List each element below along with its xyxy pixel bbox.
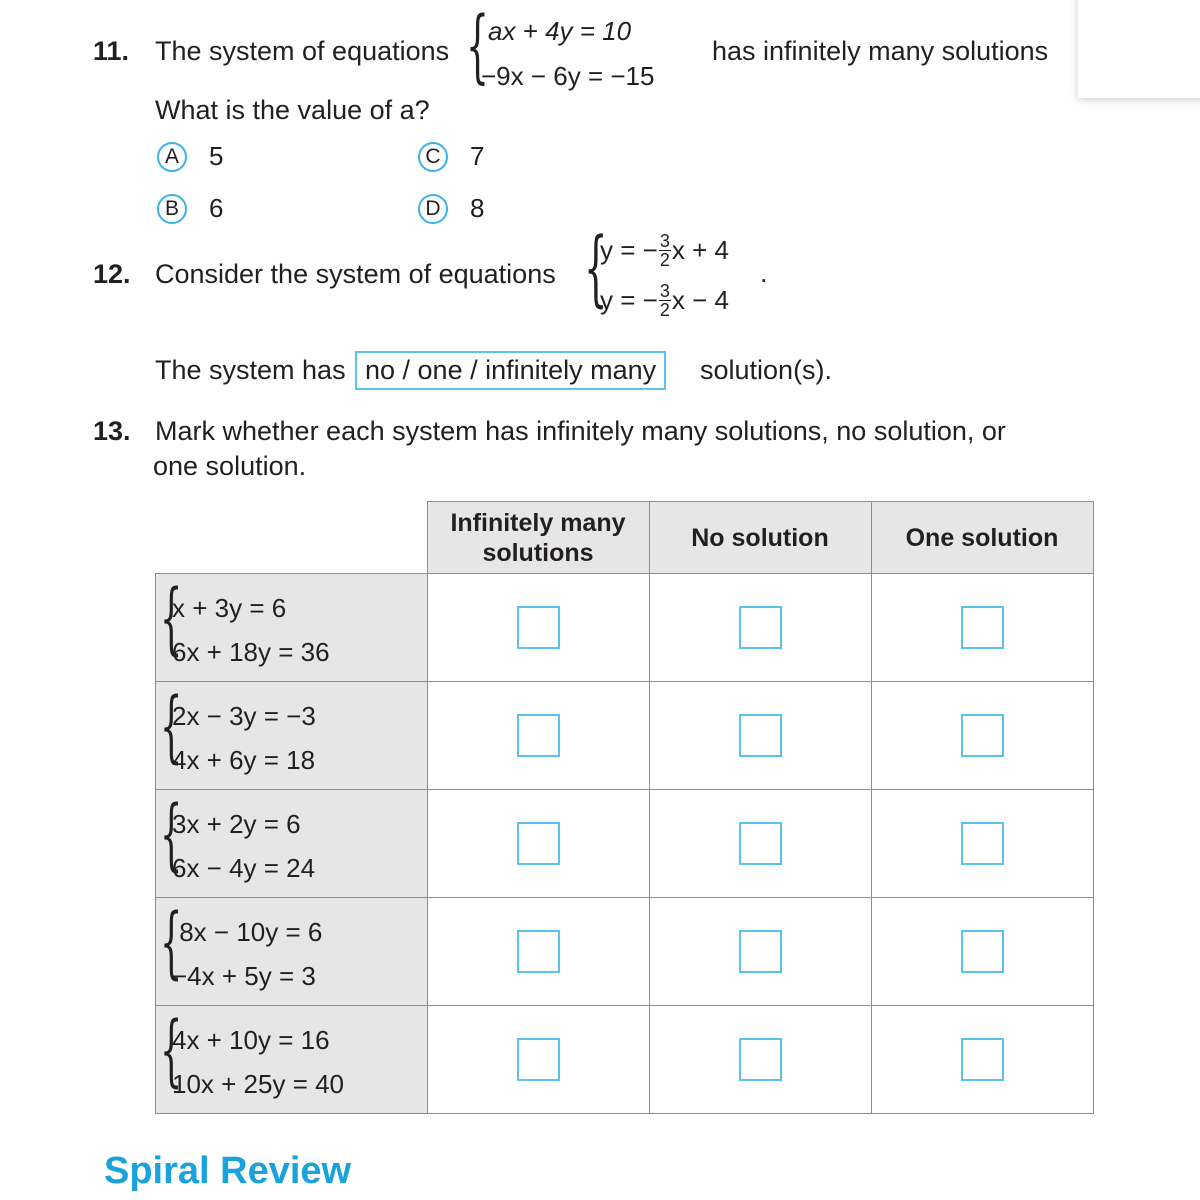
col-header-infinitely-many-line-2: solutions (482, 538, 594, 567)
checkbox-no-solution[interactable] (739, 1038, 782, 1081)
option-c-value: 7 (470, 141, 485, 171)
cell-infinitely-many (427, 898, 649, 1006)
checkbox-one-solution[interactable] (961, 1038, 1004, 1081)
checkbox-one-solution[interactable] (961, 930, 1004, 973)
q11-option-c[interactable] (418, 141, 484, 172)
cell-no-solution (649, 682, 871, 790)
cell-no-solution (649, 1006, 871, 1114)
q12-eq1-right: x + 4 (671, 234, 729, 265)
checkbox-infinitely-many[interactable] (517, 1038, 560, 1081)
q12-eq2-right: x − 4 (671, 284, 729, 315)
cell-infinitely-many (427, 574, 649, 682)
q12-eq2-numerator: 3 (659, 280, 670, 301)
system-eq-1: 8x − 10y = 6 (172, 917, 323, 947)
option-a-value: 5 (209, 141, 224, 171)
cell-no-solution (649, 898, 871, 1006)
system-eq-1: 4x + 10y = 16 (172, 1025, 330, 1055)
q11-equation-1: ax + 4y = 10 (488, 16, 632, 46)
table-row (156, 682, 1094, 790)
col-header-no-solution: No solution (649, 502, 871, 574)
table-row (156, 790, 1094, 898)
q11-brace: { (466, 0, 489, 92)
option-d-value: 8 (470, 193, 485, 223)
system-cell (156, 574, 428, 682)
q13-prompt-line-2: one solution. (153, 451, 307, 481)
cell-infinitely-many (427, 682, 649, 790)
spiral-review-heading: Spiral Review (104, 1150, 352, 1192)
q12-stem-before: The system has (155, 355, 346, 385)
system-eq-2: −4x + 5y = 3 (172, 961, 316, 991)
q12-equation-2 (600, 278, 729, 322)
checkbox-no-solution[interactable] (739, 606, 782, 649)
q11-option-b[interactable] (157, 193, 223, 224)
system-eq-2: 10x + 25y = 40 (172, 1069, 345, 1099)
table-row (156, 574, 1094, 682)
table-row (156, 898, 1094, 1006)
system-cell (156, 682, 428, 790)
q11-equation-2: −9x − 6y = −15 (481, 61, 655, 91)
cell-one-solution (871, 790, 1093, 898)
cell-one-solution (871, 682, 1093, 790)
q12-eq2-fraction (659, 282, 671, 319)
system-eq-1: 2x − 3y = −3 (172, 701, 316, 731)
option-d-circle[interactable]: D (418, 194, 448, 224)
checkbox-one-solution[interactable] (961, 606, 1004, 649)
col-header-one-solution: One solution (871, 502, 1093, 574)
q12-number: 12. (93, 259, 131, 289)
system-brace: { (160, 1006, 183, 1096)
cell-one-solution (871, 574, 1093, 682)
system-eq-1: x + 3y = 6 (172, 593, 287, 623)
q12-choice-box[interactable]: no / one / infinitely many (355, 351, 666, 390)
q13-prompt-line-1: Mark whether each system has infinitely many solutions, no solution, or (155, 416, 1006, 446)
system-cell (156, 790, 428, 898)
q11-number: 11. (93, 36, 130, 66)
option-b-value: 6 (209, 193, 224, 223)
q12-eq2-denominator: 2 (659, 299, 670, 320)
system-cell (156, 1006, 428, 1114)
q12-eq1-numerator: 3 (659, 230, 670, 251)
system-brace: { (160, 574, 183, 664)
cell-no-solution (649, 790, 871, 898)
q11-lead: The system of equations (155, 36, 450, 66)
q11-option-a[interactable] (157, 141, 223, 172)
cell-no-solution (649, 574, 871, 682)
checkbox-one-solution[interactable] (961, 714, 1004, 757)
table-corner (156, 502, 428, 574)
cell-one-solution (871, 1006, 1093, 1114)
cell-infinitely-many (427, 1006, 649, 1114)
q11-tail: has infinitely many solutions (712, 36, 1049, 66)
checkbox-no-solution[interactable] (739, 822, 782, 865)
option-a-circle[interactable]: A (157, 142, 187, 172)
q12-equation-1 (600, 228, 729, 272)
q12-eq2-left: y = − (600, 284, 658, 315)
q12-stem-after: solution(s). (700, 355, 833, 385)
q11-option-d[interactable] (418, 193, 484, 224)
cell-infinitely-many (427, 790, 649, 898)
system-brace: { (160, 790, 183, 880)
q12-eq1-left: y = − (600, 234, 658, 265)
q12-lead: Consider the system of equations (155, 259, 556, 289)
col-header-infinitely-many (427, 502, 649, 574)
table-row (156, 1006, 1094, 1114)
system-eq-1: 3x + 2y = 6 (172, 809, 301, 839)
checkbox-infinitely-many[interactable] (517, 822, 560, 865)
q13-table (155, 501, 1094, 1114)
checkbox-no-solution[interactable] (739, 714, 782, 757)
q12-period: . (760, 258, 768, 288)
system-eq-2: 6x + 18y = 36 (172, 637, 330, 667)
system-brace: { (160, 682, 183, 772)
option-b-circle[interactable]: B (157, 194, 187, 224)
checkbox-one-solution[interactable] (961, 822, 1004, 865)
system-cell (156, 898, 428, 1006)
option-c-circle[interactable]: C (418, 142, 448, 172)
checkbox-infinitely-many[interactable] (517, 930, 560, 973)
q11-question: What is the value of a? (155, 95, 430, 125)
q12-eq1-fraction (659, 232, 671, 269)
system-eq-2: 4x + 6y = 18 (172, 745, 316, 775)
page-tab (1078, 0, 1200, 98)
q12-brace: { (584, 221, 608, 316)
checkbox-no-solution[interactable] (739, 930, 782, 973)
system-eq-2: 6x − 4y = 24 (172, 853, 316, 883)
q12-eq1-denominator: 2 (659, 249, 670, 270)
checkbox-infinitely-many[interactable] (517, 714, 560, 757)
col-header-infinitely-many-line-1: Infinitely many (450, 508, 626, 537)
system-brace: { (160, 898, 183, 988)
cell-one-solution (871, 898, 1093, 1006)
checkbox-infinitely-many[interactable] (517, 606, 560, 649)
q13-number: 13. (93, 416, 131, 446)
